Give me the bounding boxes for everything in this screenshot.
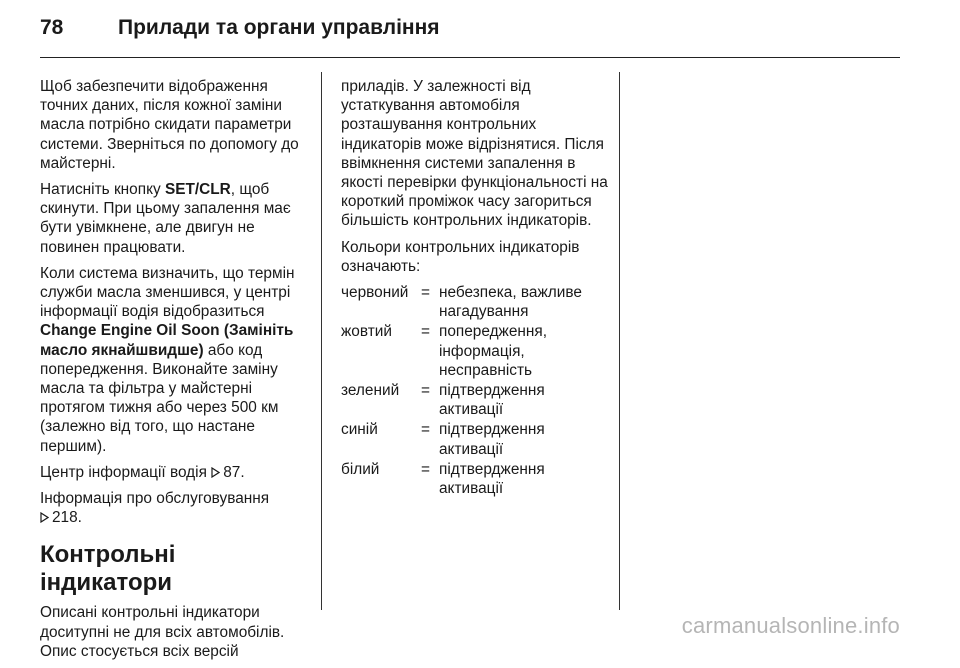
text-segment: , щоб скинути. При цьому запалення має бути увімкнене, але двигун не повинен працювати. (40, 181, 291, 256)
color-name: жовтий (341, 323, 392, 341)
color-name: червоний (341, 284, 409, 302)
page-reference-link[interactable]: 218. (52, 509, 82, 527)
equals-sign: = (421, 460, 430, 478)
column-divider (321, 72, 322, 610)
color-meaning: підтвердження активації (439, 421, 545, 458)
paragraph-indicators-layout: приладів. У залежності від устаткування автомобіля розташування контрольних індикаторів може відрізнятися. Після ввімкнення системи запалення в якості перевірки функціональності на короткий проміжок часу загориться більшість контрольних індикаторів. (341, 78, 608, 230)
paragraph-oil-reset-intro: Щоб забезпечити відображення точних даних, після кожної заміни масла потрібно скидати параметри системи. Зверніться по допомогу до майстерні. (40, 78, 299, 172)
text-segment: Центр інформації водія (40, 463, 212, 481)
color-meaning: небезпека, важливе нагадування (439, 284, 582, 321)
text-segment: Коли система визначить, що термін служби масла зменшився, у центрі інформації водія відобразиться (40, 264, 295, 321)
color-meaning: підтвердження активації (439, 382, 545, 419)
page-title: Прилади та органи управління (118, 16, 440, 39)
paragraph-oil-warning (40, 264, 310, 456)
equals-sign: = (421, 323, 430, 341)
table-row (341, 460, 609, 499)
equals-sign: = (421, 284, 430, 302)
set-clr-label: SET/CLR (164, 181, 231, 199)
header-divider (40, 57, 900, 58)
paragraph-dic-reference (40, 463, 310, 482)
page-header (40, 16, 908, 40)
table-row (341, 381, 609, 420)
indicator-colors-table (341, 283, 609, 499)
equals-sign: = (421, 421, 430, 439)
paragraph-indicators-intro: Описані контрольні індикатори доситупні не для всіх автомобілів. Опис стосується всіх версій (40, 604, 285, 660)
table-row (341, 420, 609, 459)
text-segment: Натисніть кнопку (40, 181, 165, 199)
column-middle (341, 77, 609, 499)
table-row (341, 283, 609, 322)
color-name: білий (341, 460, 380, 478)
equals-sign: = (421, 382, 430, 400)
page-reference-link[interactable]: 87. (223, 463, 245, 481)
reference-arrow-icon (211, 467, 220, 478)
column-left (40, 77, 310, 668)
paragraph-colors-intro: Кольори контрольних індикаторів означають: (341, 238, 580, 275)
oil-change-message: Change Engine Oil Soon (Замініть масло якнайшвидше) (40, 322, 294, 359)
column-divider (619, 72, 620, 610)
section-heading-indicators: Контрольні індикатори (40, 541, 176, 597)
text-segment: або код попередження. Виконайте заміну масла та фільтра у майстерні протягом тижня або через 500 км (залежно від того, що настане першим). (40, 341, 279, 455)
color-meaning: попередження, інформація, несправність (439, 323, 548, 379)
watermark: carmanualsonline.info (681, 613, 900, 638)
paragraph-set-clr (40, 180, 310, 257)
color-name: синій (341, 421, 378, 439)
reference-arrow-icon (40, 512, 49, 523)
text-segment: Інформація про обслуговування (40, 490, 270, 508)
paragraph-service-reference (40, 489, 310, 527)
color-meaning: підтвердження активації (439, 460, 545, 498)
page-number: 78 (40, 16, 64, 39)
table-row (341, 322, 609, 381)
color-name: зелений (341, 382, 400, 400)
